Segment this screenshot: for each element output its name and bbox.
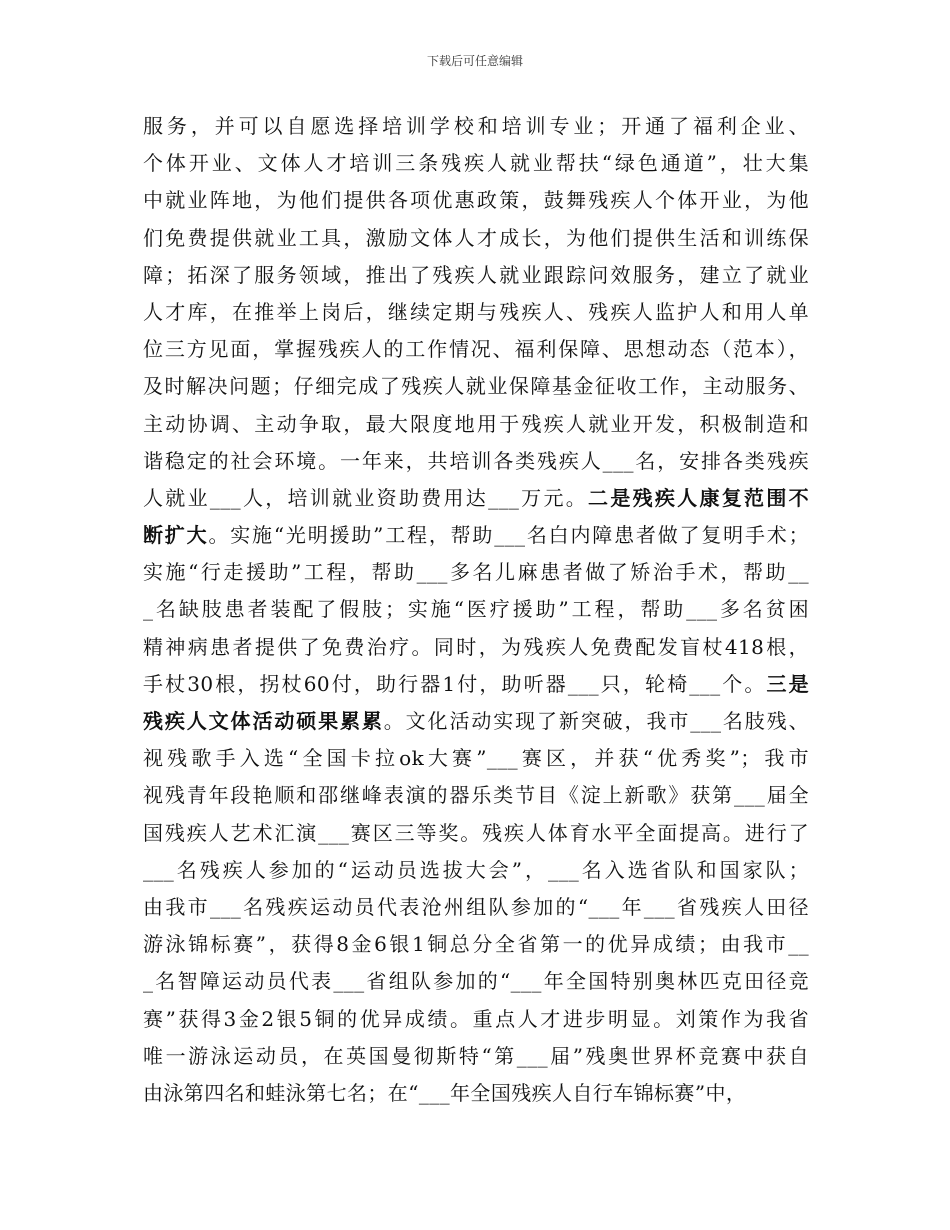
text-line (143, 294, 809, 331)
bold-text-segment: 断扩大 (143, 523, 209, 548)
text-line (143, 145, 809, 182)
text-line (143, 666, 809, 703)
bold-text-segment: 二是残疾人康复范围不 (588, 485, 809, 510)
text-line (143, 740, 809, 777)
text-line (143, 517, 809, 554)
body-paragraph (143, 108, 809, 1112)
text-line (143, 182, 809, 219)
text-line (143, 889, 809, 926)
text-segment: 国残疾人艺术汇演___赛区三等奖。残疾人体育水平全面提高。进行了 (143, 820, 809, 845)
text-segment: 视残青年段艳顺和邵继峰表演的器乐类节目《淀上新歌》获第___届全 (143, 783, 809, 808)
text-segment: 唯一游泳运动员，在英国曼彻斯特“第___届”残奥世界杯竞赛中获自 (143, 1043, 809, 1068)
text-line (143, 703, 809, 740)
page-header: 下载后可任意编辑 (426, 54, 523, 68)
text-segment: 。实施“光明援助”工程，帮助___名白内障患者做了复明手术； (208, 523, 809, 548)
text-segment: 位三方见面，掌握残疾人的工作情况、福利保障、思想动态（范本）， (143, 337, 809, 362)
bold-text-segment: 残疾人文体活动硕果累累 (143, 709, 384, 733)
text-segment: 视残歌手入选“全国卡拉ok大赛”___赛区，并获“优秀奖”；我市 (143, 746, 809, 771)
text-line (143, 852, 809, 889)
text-segment: 个体开业、文体人才培训三条残疾人就业帮扶“绿色通道”，壮大集 (143, 151, 809, 176)
text-line (143, 591, 809, 628)
text-line (143, 443, 809, 480)
text-line (143, 777, 809, 814)
text-segment: 由我市___名残疾运动员代表沧州组队参加的“___年___省残疾人田径 (143, 894, 809, 919)
text-line (143, 108, 809, 145)
text-segment: _名缺肢患者装配了假肢；实施“医疗援助”工程，帮助___多名贫困 (143, 597, 809, 622)
text-segment: 赛”获得3金2银5铜的优异成绩。重点人才进步明显。刘策作为我省 (143, 1006, 809, 1031)
text-segment: 。文化活动实现了新突破，我市___名肢残、 (383, 709, 809, 733)
text-segment: 精神病患者提供了免费治疗。同时，为残疾人免费配发盲杖418根， (143, 634, 809, 659)
text-segment: 游泳锦标赛”，获得8金6银1铜总分全省第一的优异成绩；由我市__ (143, 932, 809, 957)
text-line (143, 406, 809, 443)
text-segment: 及时解决问题；仔细完成了残疾人就业保障基金征收工作，主动服务、 (143, 374, 809, 399)
text-line (143, 1001, 809, 1038)
bold-text-segment: 三是 (766, 671, 809, 696)
text-segment: 由泳第四名和蛙泳第七名；在“___年全国残疾人自行车锦标赛”中， (143, 1080, 747, 1105)
text-segment: 中就业阵地，为他们提供各项优惠政策，鼓舞残疾人个体开业，为他 (143, 188, 809, 213)
text-line (143, 554, 809, 591)
text-segment: 障；拓深了服务领域，推出了残疾人就业跟踪问效服务，建立了就业 (143, 262, 809, 287)
text-line (143, 368, 809, 405)
text-line (143, 331, 809, 368)
text-segment: 人才库，在推举上岗后，继续定期与残疾人、残疾人监护人和用人单 (143, 299, 809, 324)
text-segment: 实施“行走援助”工程，帮助___多名儿麻患者做了矫治手术，帮助__ (143, 560, 809, 585)
text-segment: 手杖30根，拐杖60付，助行器1付，助听器___只，轮椅___个。 (143, 671, 767, 696)
text-line (143, 257, 809, 294)
text-line (143, 1075, 809, 1112)
text-segment: 服务，并可以自愿选择培训学校和培训专业；开通了福利企业、 (143, 114, 809, 138)
text-segment: _名智障运动员代表___省组队参加的“___年全国特别奥林匹克田径竞 (143, 969, 809, 994)
text-segment: 人就业___人，培训就业资助费用达___万元。 (143, 485, 589, 510)
text-line (143, 1038, 809, 1075)
text-segment: ___名残疾人参加的“运动员选拔大会”，___名入选省队和国家队； (143, 857, 809, 882)
text-line (143, 963, 809, 1000)
text-line (143, 815, 809, 852)
text-segment: 主动协调、主动争取，最大限度地用于残疾人就业开发，积极制造和 (143, 411, 809, 436)
text-line (143, 926, 809, 963)
text-line (143, 480, 809, 517)
text-segment: 谐稳定的社会环境。一年来，共培训各类残疾人___名，安排各类残疾 (143, 448, 809, 473)
text-segment: 们免费提供就业工具，激励文体人才成长，为他们提供生活和训练保 (143, 225, 809, 250)
text-line (143, 220, 809, 257)
text-line (143, 629, 809, 666)
